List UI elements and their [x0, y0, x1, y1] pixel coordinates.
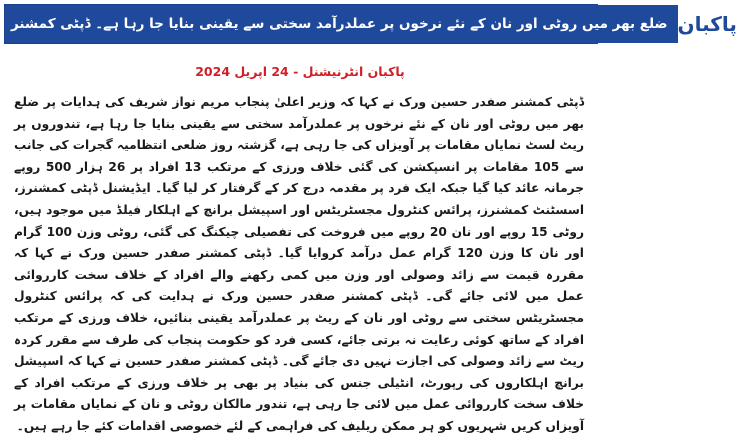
article-body: ڈپٹی کمشنر صفدر حسین ورک نے کہا کہ وزیر اعلیٰ پنجاب مریم نواز شریف کی ہدایات پر ضلع بھر میں روٹی اور نان کے نئے نرخوں پر عملدرآمد سختی سے یقینی بنایا جا رہا ہے، تندوروں پر ریٹ لسٹ نمایاں مقامات پر آویزاں کی جا رہی ہے، گزشتہ روز ضلعی انتظامیہ گجرات کی جانب سے 105 مقامات پر انسپکشن کی گئی خلاف ورزی کے مرتکب 13 افراد پر 26 ہزار 500 روپے جرمانہ عائد کیا گیا جبکہ ایک فرد پر مقدمہ درج کر کے گرفتار کر لیا گیا۔ ایڈیشنل ڈپٹی کمشنرز، اسسٹنٹ کمشنرز، پرائس کنٹرول مجسٹریٹس اور اسپیشل برانچ کے اہلکار فیلڈ میں موجود ہیں، روٹی 15 روپے اور نان 20 روپے میں فروخت کی تفصیلی چیکنگ کی گئی، روٹی وزن 100 گرام اور نان کا وزن 120 گرام عمل درآمد کروایا گیا۔ ڈپٹی کمشنر صفدر حسین ورک نے کہا کہ مقررہ قیمت سے زائد وصولی اور وزن میں کمی رکھنے والے افراد کے خلاف سخت کارروائی عمل میں لائی جائے گی۔ ڈپٹی کمشنر صفدر حسین ورک نے ہدایت کی کہ پرائس کنٹرول مجسٹریٹس سختی سے روٹی اور نان کے ریٹ پر عملدرآمد یقینی بنائیں، خلاف ورزی کے مرتکب افراد کے ساتھ کوئی رعایت نہ برتی جائے، کسی فرد کو حکومت پنجاب کی طرف سے مقرر کردہ ریٹ سے زائد وصولی کی اجازت نہیں دی جائے گی۔ ڈپٹی کمشنر صفدر حسین نے کہا کہ اسپیشل برانچ اہلکاروں کی رپورٹ، انٹیلی جنس کی بنیاد پر بھی پر خلاف ورزی کے مرتکب افراد کے خلاف سخت کارروائی عمل میں لائی جا رہی ہے، تندور مالکان روٹی و نان کے نمایاں مقامات پر آویزاں کریں شہریوں کو ہر ممکن ریلیف کی فراہمی کے لئے خصوصی اقدامات کئے جا رہے ہیں۔: [14, 95, 584, 433]
headline: ضلع بھر میں روٹی اور نان کے نئے نرخوں پر عملدرآمد سختی سے یقینی بنایا جا رہا ہے۔ ڈپٹی کمشنر: [5, 5, 678, 43]
dateline: پاکبان انٹرنیشنل - 24 اپریل 2024: [195, 64, 405, 79]
header-banner: [4, 4, 737, 44]
brand-logo: پاکبان: [678, 5, 737, 43]
